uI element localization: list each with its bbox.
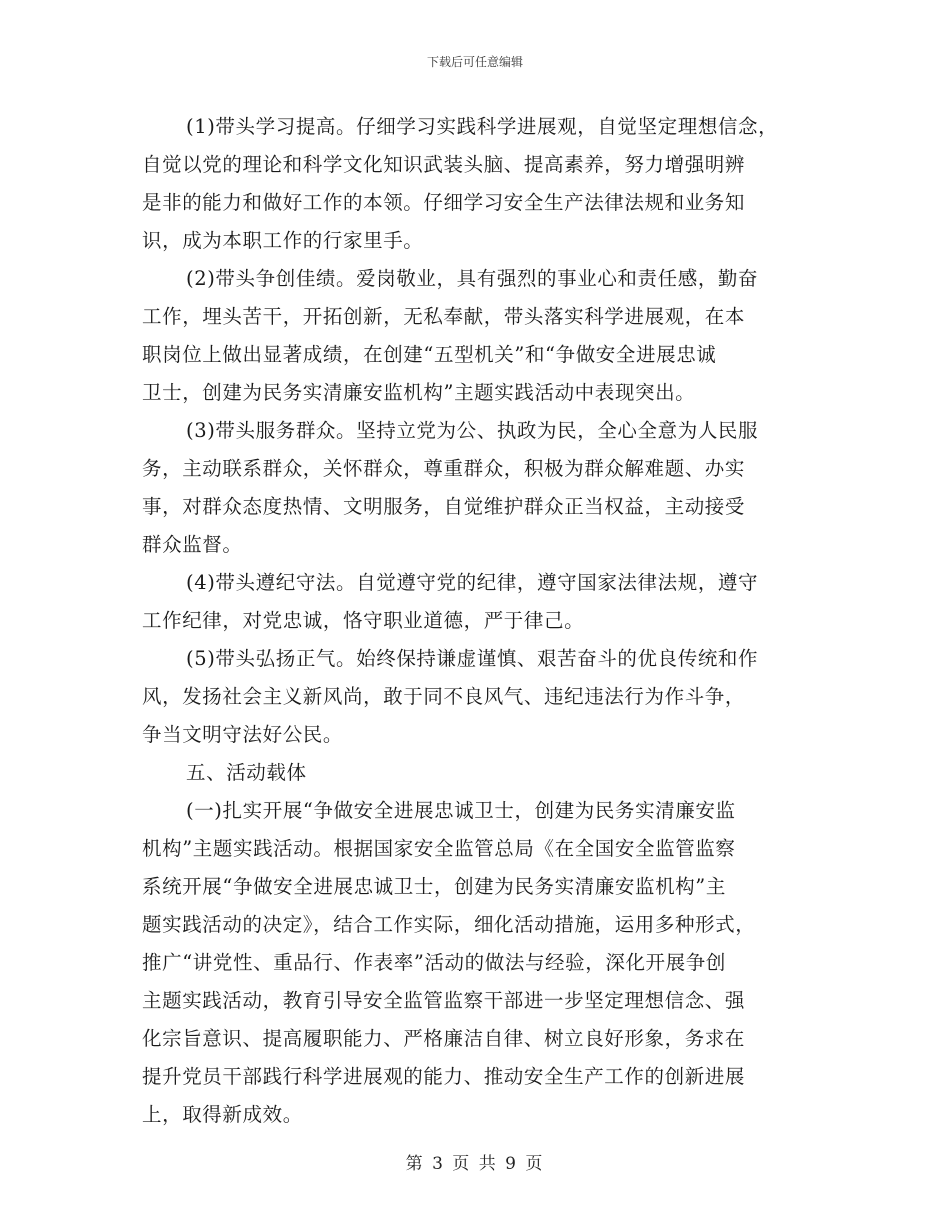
text-line: 职岗位上做出显著成绩，在创建“五型机关”和“争做安全进展忠诚 — [142, 343, 717, 366]
section-heading: 五、活动载体 — [186, 761, 307, 784]
text-line: 机构”主题实践活动。根据国家安全监管总局《在全国安全监管监察 — [142, 837, 736, 860]
page-number: 第 3 页 共 9 页 — [405, 1154, 545, 1174]
text-line: (2)带头争创佳绩。爱岗敬业，具有强烈的事业心和责任感，勤奋 — [186, 267, 759, 290]
text-line: 工作，埋头苦干，开拓创新，无私奉献，带头落实科学进展观，在本 — [142, 305, 746, 328]
text-line: 推广“讲党性、重品行、作表率”活动的做法与经验，深化开展争创 — [142, 951, 726, 974]
text-line: (5)带头弘扬正气。始终保持谦虚谨慎、艰苦奋斗的优良传统和作 — [186, 647, 759, 670]
text-line: 系统开展“争做安全进展忠诚卫士，创建为民务实清廉安监机构”主 — [142, 875, 726, 898]
page-header-note: 下载后可任意编辑 — [426, 55, 523, 69]
text-line: 上，取得新成效。 — [142, 1103, 303, 1126]
text-line: 事，对群众态度热情、文明服务，自觉维护群众正当权益，主动接受 — [142, 495, 746, 518]
text-line: (3)带头服务群众。坚持立党为公、执政为民，全心全意为人民服 — [186, 419, 759, 442]
text-line: 群众监督。 — [142, 533, 243, 556]
text-line: 卫士，创建为民务实清廉安监机构”主题实践活动中表现突出。 — [142, 381, 696, 404]
document-body — [142, 108, 822, 1134]
text-line: 自觉以党的理论和科学文化知识武装头脑、提高素养，努力增强明辨 — [142, 153, 746, 176]
text-line: (4)带头遵纪守法。自觉遵守党的纪律，遵守国家法律法规，遵守 — [186, 571, 759, 594]
text-line: 识，成为本职工作的行家里手。 — [142, 229, 424, 252]
text-line: 是非的能力和做好工作的本领。仔细学习安全生产法律法规和业务知 — [142, 191, 746, 214]
text-line: 题实践活动的决定》，结合工作实际，细化活动措施，运用多种形式， — [142, 913, 756, 936]
text-line: (一)扎实开展“争做安全进展忠诚卫士，创建为民务实清廉安监 — [186, 799, 736, 822]
text-line: 化宗旨意识、提高履职能力、严格廉洁自律、树立良好形象，务求在 — [142, 1027, 746, 1050]
text-line: 争当文明守法好公民。 — [142, 723, 344, 746]
text-line: 主题实践活动，教育引导安全监管监察干部进一步坚定理想信念、强 — [142, 989, 746, 1012]
text-line: 风，发扬社会主义新风尚，敢于同不良风气、违纪违法行为作斗争， — [142, 685, 746, 708]
text-line: (1)带头学习提高。仔细学习实践科学进展观，自觉坚定理想信念， — [186, 115, 779, 138]
text-line: 工作纪律，对党忠诚，恪守职业道德，严于律己。 — [142, 609, 585, 632]
text-line: 提升党员干部践行科学进展观的能力、推动安全生产工作的创新进展 — [142, 1065, 746, 1088]
text-line: 务，主动联系群众，关怀群众，尊重群众，积极为群众解难题、办实 — [142, 457, 746, 480]
